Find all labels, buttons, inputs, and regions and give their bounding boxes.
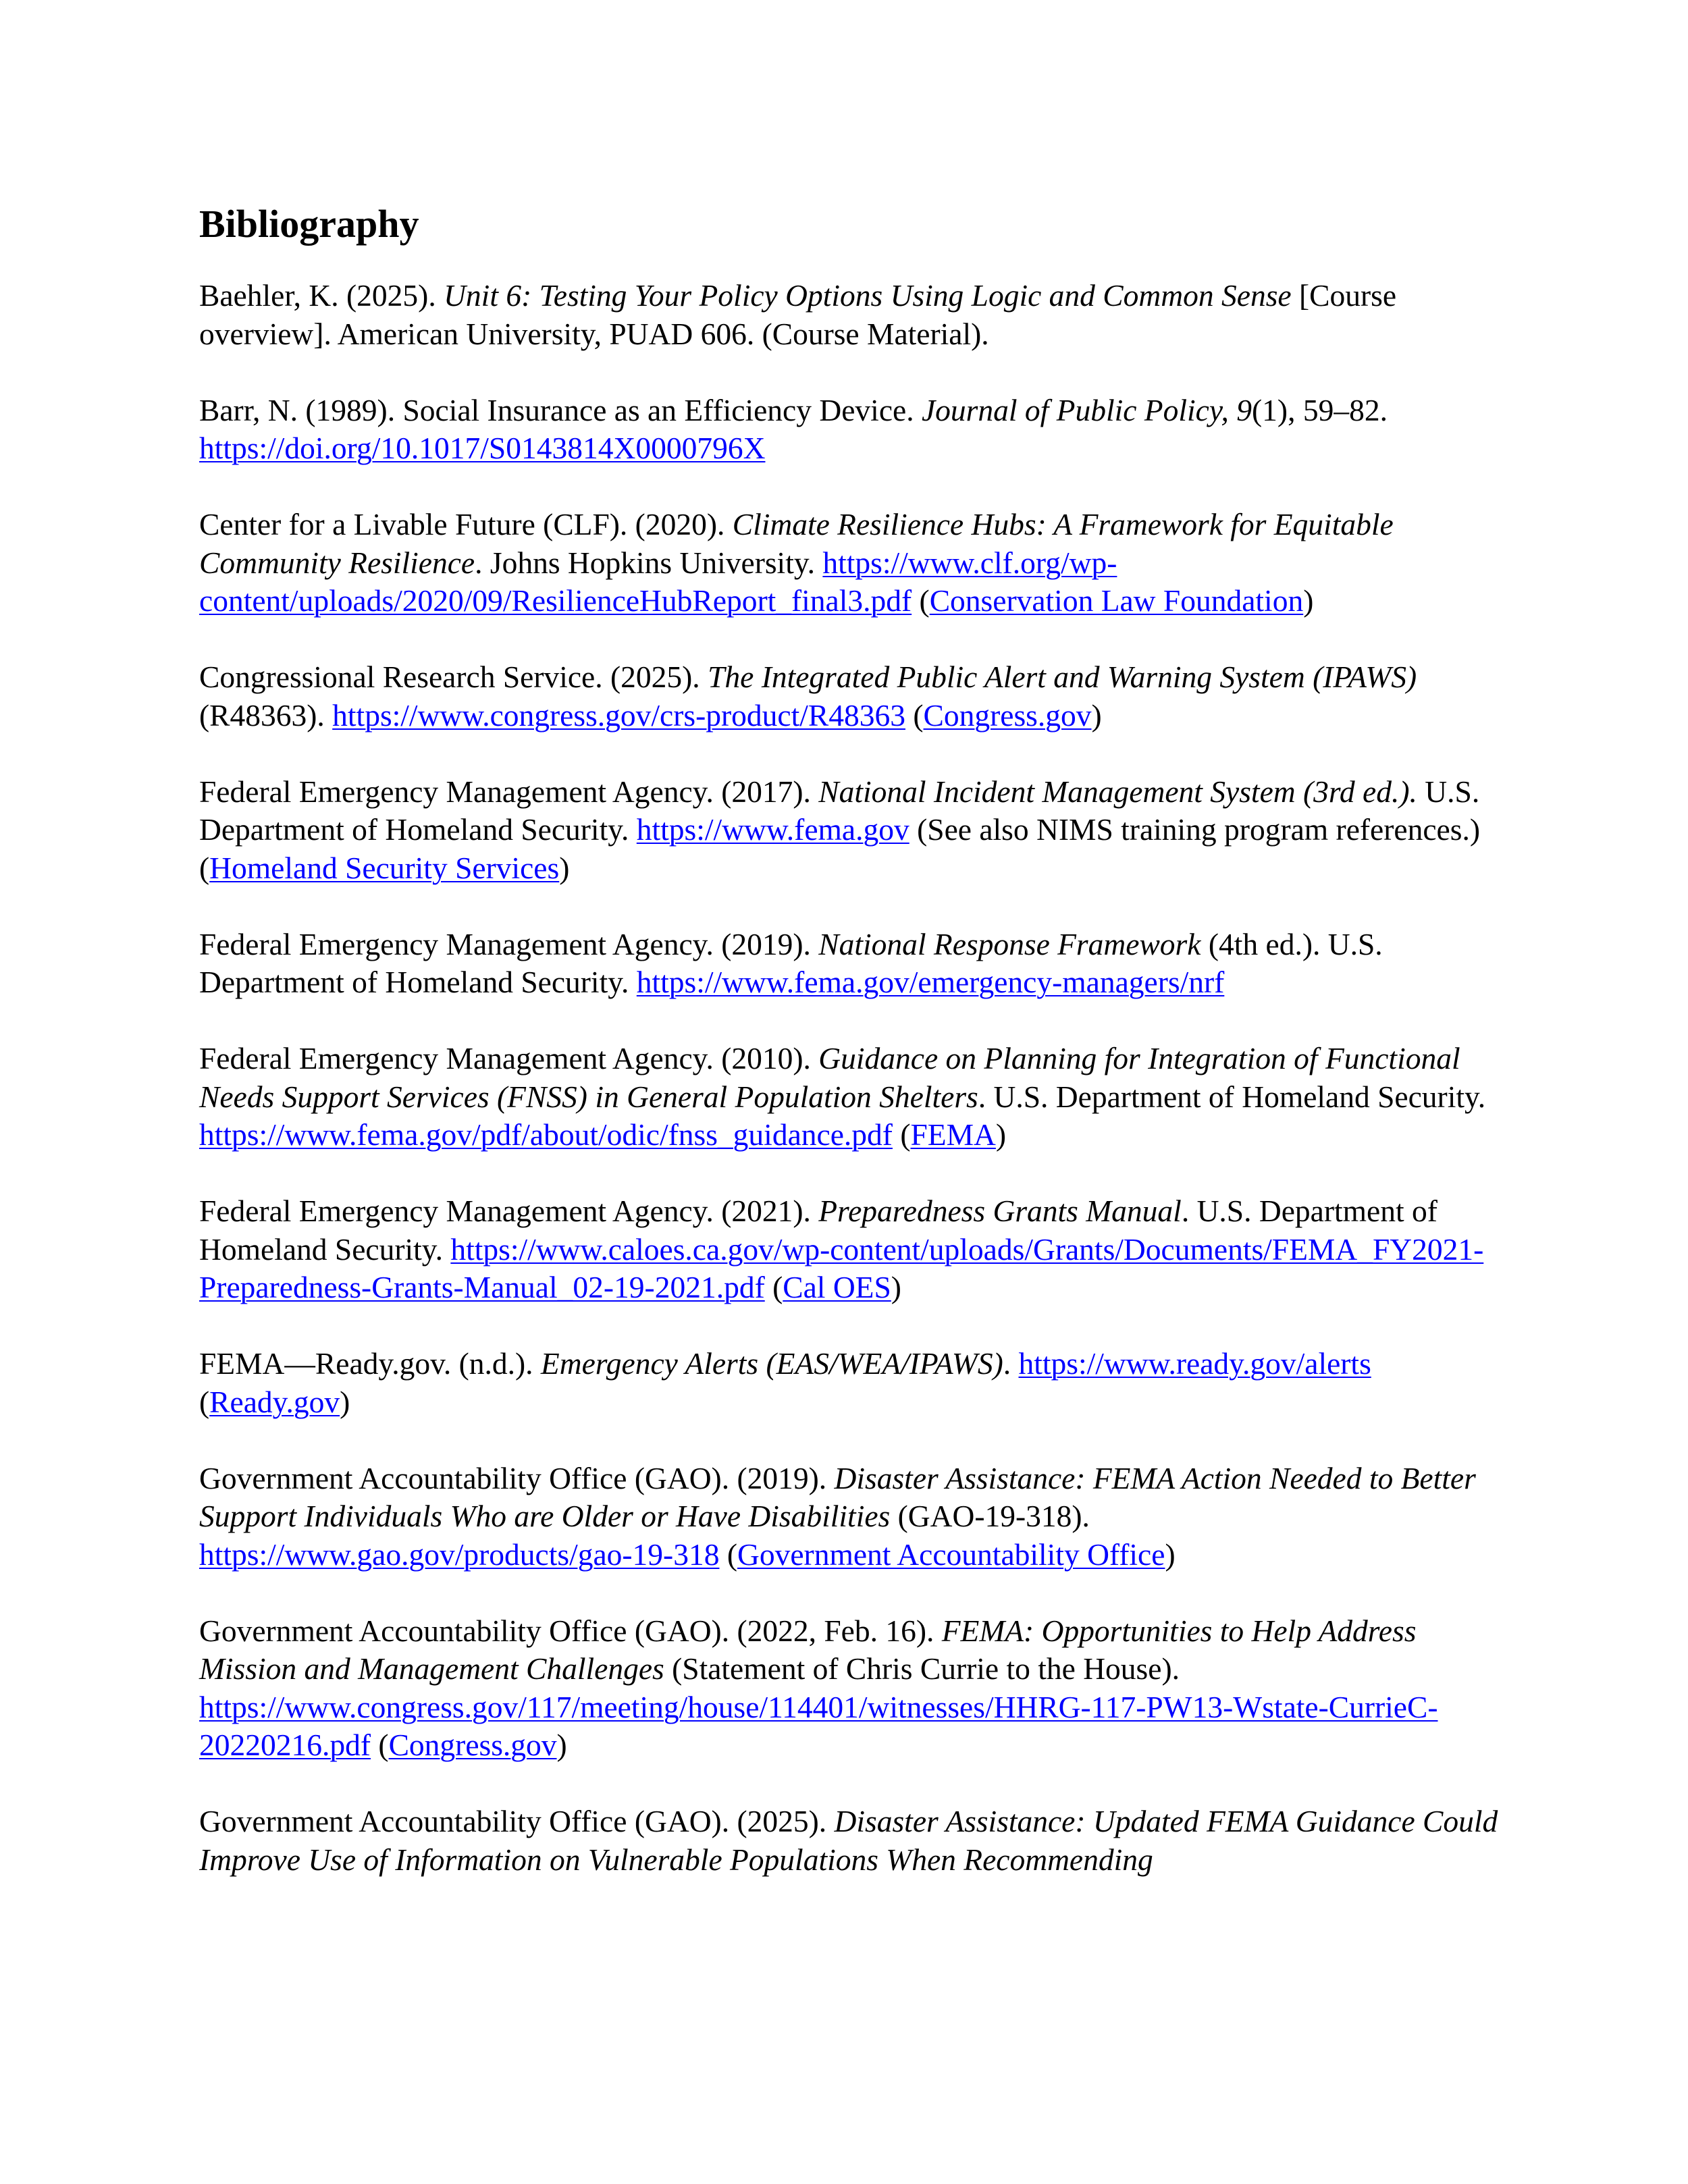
page-title: Bibliography [199,202,419,246]
reference-details: . [1003,1346,1019,1381]
reference-url-link[interactable]: https://www.gao.gov/products/gao-19-318 [199,1537,720,1572]
reference-source-link[interactable]: FEMA [910,1117,996,1152]
reference-entry: Federal Emergency Management Agency. (2010). Guidance on Planning for Integration of Functional Needs Support Services (FNSS) in General Population Shelters. U.S. Department of Homeland Security. https://www.fema.gov/pdf/about/odic/fnss_guidance.pdf (FEMA) [199,1041,1486,1152]
reference-source-link[interactable]: Congress.gov [923,697,1092,733]
reference-author-year: Federal Emergency Management Agency. (2017). [199,774,819,809]
reference-url-link[interactable]: https://www.clf.org/wp-content/uploads/2020/09/ResilienceHubReport_final3.pdf [199,545,1117,618]
reference-details: (1), 59–82. [1252,392,1388,427]
reference-entry: Federal Emergency Management Agency. (2017). National Incident Management System (3rd ed.). U.S. Department of Homeland Security. https://www.fema.gov (See also NIMS training program references.) (Homeland Security Services) [199,774,1480,885]
reference-source-link[interactable]: Congress.gov [388,1728,557,1762]
reference-entry [199,392,1502,468]
reference-entry [199,277,1502,353]
reference-title: Climate Resilience Hubs: A Framework for Equitable Community Resilience [199,507,1394,580]
reference-url-link[interactable]: https://www.fema.gov [636,812,909,847]
reference-entry [199,1803,1502,1879]
reference-entry: Federal Emergency Management Agency. (2021). Preparedness Grants Manual. U.S. Department of Homeland Security. https://www.caloes.ca.gov/wp-content/uploads/Grants/Documents/FEMA_FY2021-Preparedness-Grants-Manual_02-19-2021.pdf (Cal OES) [199,1194,1484,1304]
reference-author-year: Center for a Livable Future (CLF). (2020). [199,507,733,541]
reference-entry: FEMA—Ready.gov. (n.d.). Emergency Alerts (EAS/WEA/IPAWS). https://www.ready.gov/alerts (Ready.gov) [199,1346,1371,1419]
reference-title: Disaster Assistance: Updated FEMA Guidance Could Improve Use of Information on Vulnerable Populations When Recommending [199,1804,1498,1877]
reference-source-link[interactable]: Homeland Security Services [209,850,560,885]
reference-title: Guidance on Planning for Integration of Functional Needs Support Services (FNSS) in General Population Shelters [199,1041,1460,1114]
reference-entry: Government Accountability Office (GAO). (2022, Feb. 16). FEMA: Opportunities to Help Address Mission and Management Challenges (Statement of Chris Currie to the House). https://www.congress.gov/117/meeting/house/114401/witnesses/HHRG-117-PW13-Wstate-CurrieC-20220216.pdf (Congress.gov) [199,1613,1438,1762]
reference-author-year: FEMA—Ready.gov. (n.d.). [199,1346,541,1381]
reference-note: (See also NIMS training program references.) [909,812,1480,847]
reference-url-link[interactable]: https://www.fema.gov/pdf/about/odic/fnss_guidance.pdf [199,1117,893,1152]
reference-source-link[interactable]: Government Accountability Office [737,1537,1165,1572]
reference-details: (R48363). [199,697,333,733]
reference-author-year: Barr, N. (1989). Social Insurance as an Efficiency Device. [199,392,922,427]
reference-author-year: Government Accountability Office (GAO). (2025). [199,1804,835,1838]
reference-entry [199,926,1502,1002]
reference-author-year: Federal Emergency Management Agency. (2021). [199,1194,819,1228]
reference-title: The Integrated Public Alert and Warning System (IPAWS) [708,660,1417,694]
reference-author-year: Federal Emergency Management Agency. (2019). [199,926,819,961]
reference-details: U.S. Department of Homeland Security. [199,774,1480,847]
reference-url-link[interactable]: https://www.caloes.ca.gov/wp-content/uploads/Grants/Documents/FEMA_FY2021-Preparedness-Grants-Manual_02-19-2021.pdf [199,1231,1484,1304]
reference-url-link[interactable]: https://www.congress.gov/crs-product/R48363 [332,697,905,733]
reference-details: . Johns Hopkins University. [475,545,823,580]
reference-details: (Statement of Chris Currie to the House). [664,1651,1180,1686]
reference-title: Emergency Alerts (EAS/WEA/IPAWS) [540,1346,1003,1381]
reference-entry: Center for a Livable Future (CLF). (2020). Climate Resilience Hubs: A Framework for Equitable Community Resilience. Johns Hopkins University. https://www.clf.org/wp-content/uploads/2020/09/ResilienceHubReport_final3.pdf (Conservation Law Foundation) [199,507,1394,618]
reference-source-link[interactable]: Cal OES [783,1270,891,1304]
reference-details: (GAO-19-318). [890,1499,1090,1533]
reference-entry: Government Accountability Office (GAO). (2019). Disaster Assistance: FEMA Action Needed to Better Support Individuals Who are Older or Have Disabilities (GAO-19-318). https://www.gao.gov/products/gao-19-318 (Government Accountability Office) [199,1460,1476,1572]
bibliography-section [199,197,1502,1917]
reference-author-year: Federal Emergency Management Agency. (2010). [199,1041,819,1075]
reference-title: National Incident Management System (3rd ed.). [818,774,1417,809]
reference-title: FEMA: Opportunities to Help Address Mission and Management Challenges [199,1613,1417,1686]
reference-url-link[interactable]: https://www.ready.gov/alerts [1018,1346,1371,1381]
reference-author-year: Baehler, K. (2025). [199,278,444,313]
reference-details: (4th ed.). U.S. Department of Homeland Security. [199,926,1383,999]
reference-title: Preparedness Grants Manual [818,1194,1182,1228]
reference-author-year: Government Accountability Office (GAO). (2022, Feb. 16). [199,1613,942,1648]
reference-entry: Congressional Research Service. (2025). The Integrated Public Alert and Warning System (IPAWS) (R48363). https://www.congress.gov/crs-product/R48363 (Congress.gov) [199,660,1417,733]
reference-source-link[interactable]: Ready.gov [209,1384,340,1419]
reference-details: . U.S. Department of Homeland Security. [199,1194,1438,1267]
reference-author-year: Congressional Research Service. (2025). [199,660,708,694]
reference-url-link[interactable]: https://www.fema.gov/emergency-managers/nrf [636,965,1225,999]
reference-details: [Course overview]. American University, PUAD 606. (Course Material). [199,278,1397,351]
reference-title: Unit 6: Testing Your Policy Options Using Logic and Common Sense [444,278,1292,313]
reference-source-link[interactable]: Conservation Law Foundation [929,583,1304,618]
reference-url-link[interactable]: https://doi.org/10.1017/S0143814X0000796X [199,431,766,465]
reference-url-link[interactable]: https://www.congress.gov/117/meeting/house/114401/witnesses/HHRG-117-PW13-Wstate-CurrieC-20220216.pdf [199,1689,1438,1762]
reference-title: Journal of Public Policy, 9 [921,392,1252,427]
reference-details: . U.S. Department of Homeland Security. [978,1079,1486,1114]
reference-author-year: Government Accountability Office (GAO). (2019). [199,1460,835,1495]
reference-title: National Response Framework [818,926,1201,961]
reference-title: Disaster Assistance: FEMA Action Needed to Better Support Individuals Who are Older or Have Disabilities [199,1460,1476,1533]
